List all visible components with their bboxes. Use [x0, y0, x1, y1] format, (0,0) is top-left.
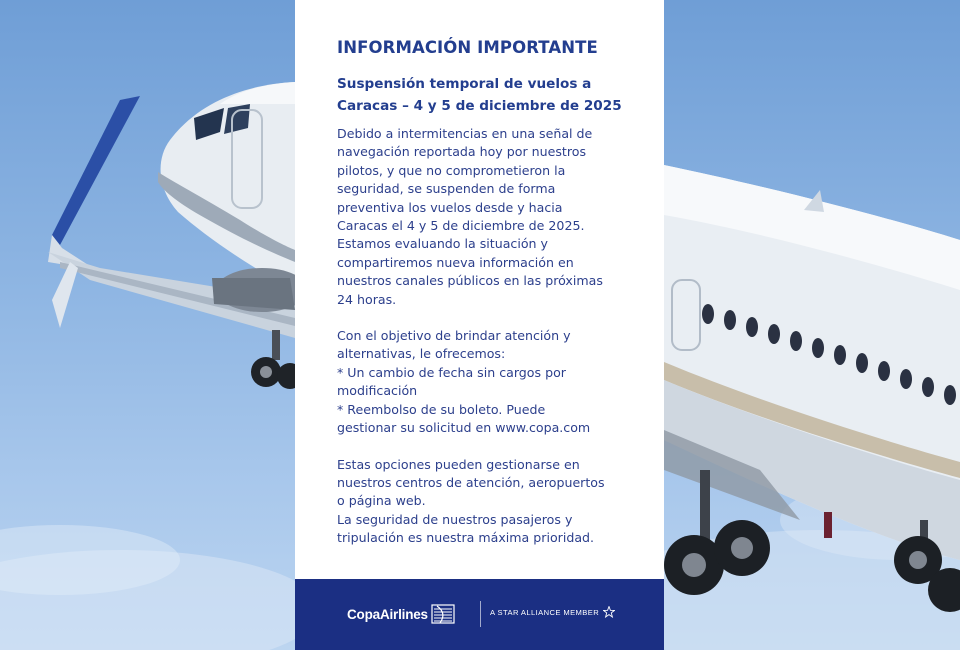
paragraph-line: 24 horas. — [337, 291, 397, 307]
notice-paragraph-3 — [337, 456, 637, 548]
notice-title: INFORMACIÓN IMPORTANTE — [337, 38, 598, 57]
paragraph-line: Estas opciones pueden gestionarse en — [337, 456, 580, 472]
paragraph-line: nuestros canales públicos en las próximas — [337, 273, 603, 289]
star-alliance-icon — [603, 606, 615, 618]
paragraph-line: La seguridad de nuestros pasajeros y — [337, 511, 573, 527]
bullet-line: gestionar su solicitud en www.copa.com — [337, 420, 591, 436]
subtitle-line: Caracas – 4 y 5 de diciembre de 2025 — [337, 98, 622, 114]
paragraph-line: seguridad, se suspenden de forma — [337, 181, 556, 197]
paragraph-line: Estamos evaluando la situación y — [337, 236, 548, 252]
star-alliance-badge — [490, 606, 615, 618]
bullet-line: * Reembolso de su boleto. Puede — [337, 401, 546, 417]
notice-content — [337, 38, 637, 548]
subtitle-line: Suspensión temporal de vuelos a — [337, 76, 592, 92]
paragraph-line: o página web. — [337, 493, 426, 509]
logo-text: CopaAirlines — [347, 606, 428, 622]
paragraph-line: Caracas el 4 y 5 de diciembre de 2025. — [337, 218, 585, 234]
notice-panel — [295, 0, 664, 650]
paragraph-line: alternativas, le ofrecemos: — [337, 346, 506, 362]
footer-divider — [480, 601, 481, 627]
paragraph-line: Con el objetivo de brindar atención y — [337, 328, 571, 344]
bullet-line: modificación — [337, 383, 418, 399]
notice-subtitle — [337, 73, 637, 117]
paragraph-line: pilotos, y que no comprometieron la — [337, 162, 566, 178]
paragraph-line: Debido a intermitencias en una señal de — [337, 126, 593, 141]
copa-globe-icon — [431, 603, 455, 625]
paragraph-line: compartiremos nueva información en — [337, 254, 574, 270]
paragraph-line: navegación reportada hoy por nuestros — [337, 144, 587, 160]
bullet-line: * Un cambio de fecha sin cargos por — [337, 364, 566, 380]
footer-bar — [295, 579, 664, 650]
copa-logo — [347, 601, 455, 627]
notice-paragraph-1 — [337, 125, 637, 309]
notice-paragraph-2 — [337, 327, 637, 437]
paragraph-line: tripulación es nuestra máxima prioridad. — [337, 530, 595, 546]
alliance-text: A STAR ALLIANCE MEMBER — [490, 607, 600, 617]
paragraph-line: preventiva los vuelos desde y hacia — [337, 199, 563, 215]
paragraph-line: nuestros centros de atención, aeropuertos — [337, 474, 605, 490]
